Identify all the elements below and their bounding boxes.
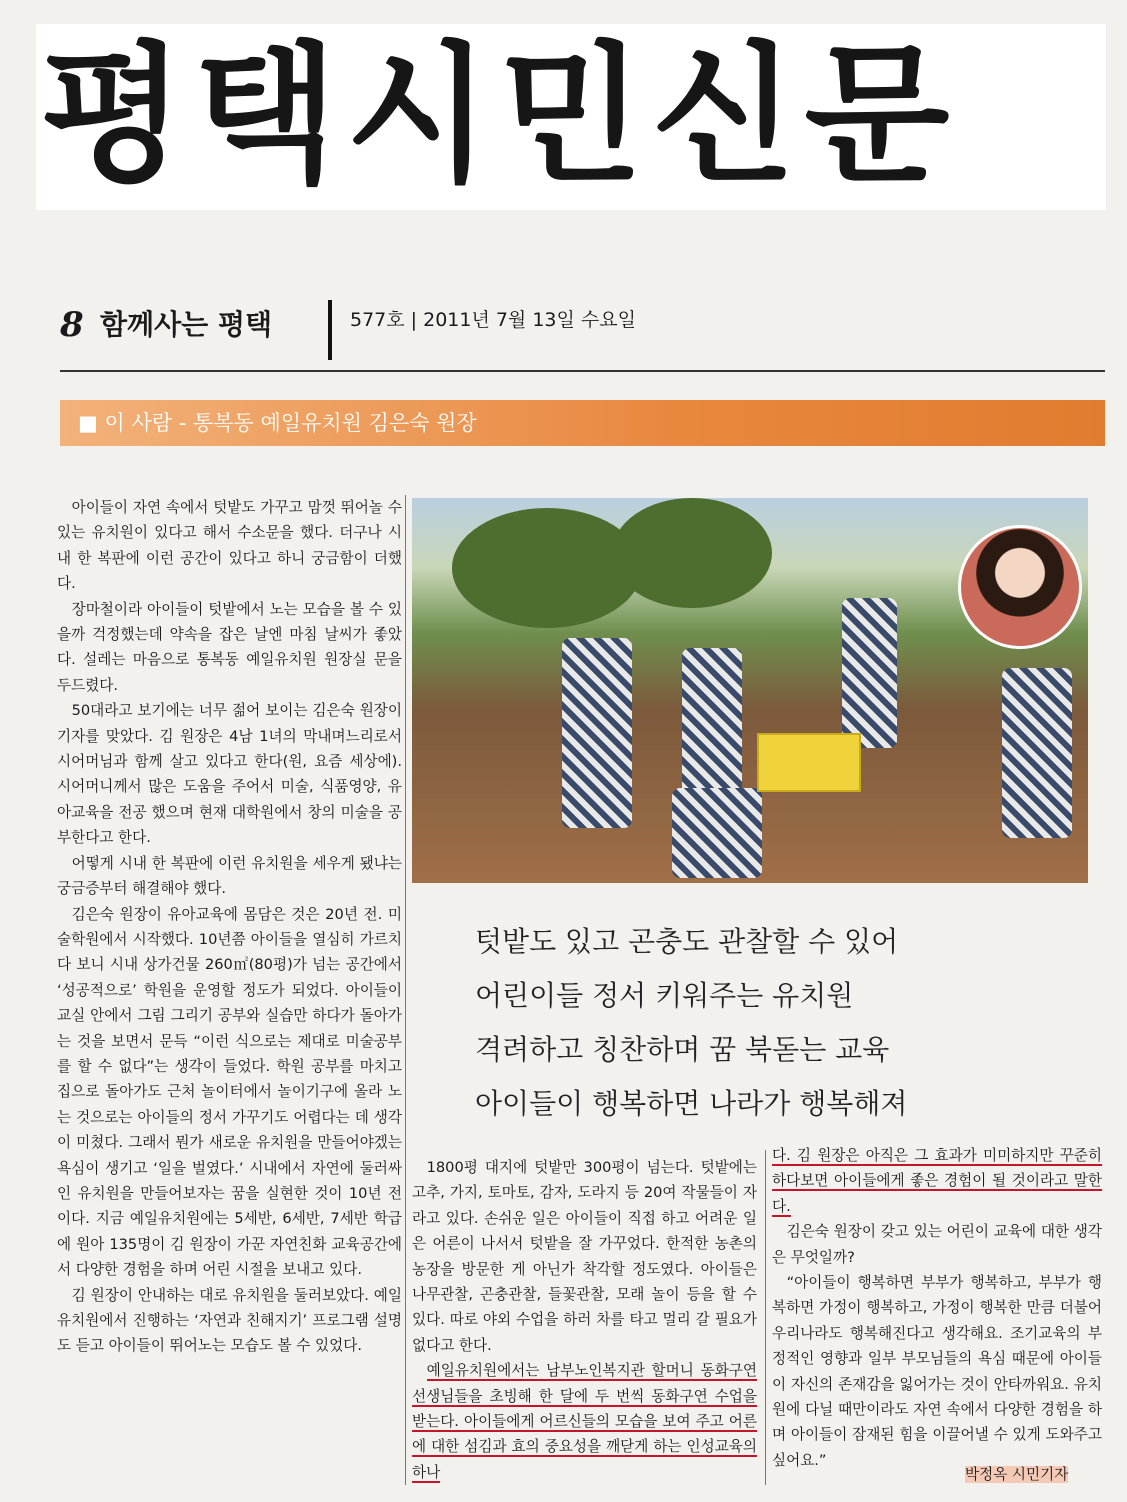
- child-figure: [562, 638, 632, 828]
- paragraph: 어떻게 시내 한 복판에 이런 유치원을 세우게 됐냐는 궁금증부터 해결해야 했다.: [57, 854, 402, 898]
- header-rule: [60, 370, 1105, 372]
- column-rule: [405, 495, 406, 1485]
- column-rule: [765, 1150, 766, 1485]
- subheadline: 격려하고 칭찬하며 꿈 북돋는 교육: [475, 1033, 890, 1066]
- highlighted-text: 다. 김 원장은 아직은 그 효과가 미미하지만 꾸준히 하다보면 아이들에게 좋은 경험이 될 것이라고 말한다.: [772, 1147, 1102, 1215]
- paragraph: 김은숙 원장이 유아교육에 몸담은 것은 20년 전. 미술학원에서 시작했다. 10년쯤 아이들을 열심히 가르치다 보니 시내 상가건물 260㎡(80평)가 넘는 공간에서 ‘성공적으로’ 학원을 운영할 정도가 되었다. 아이들이 교실 안에서 그림 그리기 공부와 실습만 하다가 돌아가는 것을 보면서 문득 “이런 식으로는 제대로 미술공부를 할 수 없다”는 생각이 들었다. 학원 공부를 마치고 집으로 돌아가도 근처 놀이터에서 놀이기구에 올라 노는 것으로는 아이들의 정서 가꾸기도 어렵다는 데 생각이 미쳤다. 그래서 뭔가 새로운 유치원을 만들어야겠는 욕심이 생기고 ‘일을 벌였다.’ 시내에서 자연에 둘러싸인 유치원을 만들어보자는 꿈을 실현한 것이 10년 전이다. 지금 예일유치원에는 5세반, 6세반, 7세반 학급에 원아 135명이 김 원장이 가꾼 자연친화 교육공간에서 다양한 경험을 하며 어린 시절을 보내고 있다.: [57, 905, 402, 1279]
- yellow-crate: [757, 733, 861, 792]
- article-banner: [60, 400, 1105, 446]
- highlighted-text: 예일유치원에서는 남부노인복지관 할머니 동화구연 선생님들을 초빙해 한 달에 두 번씩 동화구연 수업을 받는다. 아이들에게 어르신들의 모습을 보여 주고 어른에 대한 섬김과 효의 중요성을 깨닫게 하는 인성교육의 하나: [412, 1362, 757, 1481]
- header-divider: [328, 300, 332, 360]
- paragraph: [412, 1358, 757, 1485]
- child-figure: [1002, 668, 1072, 838]
- paragraph: [772, 1143, 1102, 1219]
- child-figure: [842, 598, 897, 748]
- paragraph: 장마철이라 아이들이 텃밭에서 노는 모습을 볼 수 있을까 걱정했는데 약속을 잡은 날엔 마침 날씨가 좋았다. 설레는 마음으로 통복동 예일유치원 원장실 문을 두드렸다.: [57, 600, 402, 694]
- tree-shape: [452, 508, 642, 628]
- paragraph: 아이들이 자연 속에서 텃밭도 가꾸고 맘껏 뛰어놀 수 있는 유치원이 있다고 해서 수소문을 했다. 더구나 시내 한 복판에 이런 공간이 있다고 하니 궁금함이 더했다.: [57, 499, 402, 593]
- issue-info: 577호 | 2011년 7월 13일 수요일: [350, 309, 636, 331]
- section-name: 함께사는 평택: [100, 308, 273, 341]
- tree-shape: [612, 498, 772, 608]
- newspaper-masthead: 평택시민신문: [40, 27, 958, 203]
- page-number: 8: [60, 305, 84, 345]
- paragraph: 김은숙 원장이 갖고 있는 어린이 교육에 대한 생각은 무엇일까?: [772, 1223, 1102, 1266]
- article-title: ■ 이 사람 - 통복동 예일유치원 김은숙 원장: [78, 411, 477, 435]
- subheadline: 텃밭도 있고 곤충도 관찰할 수 있어: [475, 925, 899, 958]
- child-figure: [672, 788, 762, 878]
- byline: 박정옥 시민기자: [965, 1466, 1069, 1483]
- principal-portrait: [958, 525, 1082, 649]
- article-column-left: [57, 495, 402, 1359]
- paragraph: 김 원장이 안내하는 대로 유치원을 둘러보았다. 예일유치원에서 진행하는 ‘자연과 친해지기’ 프로그램 설명도 듣고 아이들이 뛰어노는 모습도 볼 수 있었다.: [57, 1286, 402, 1355]
- article-column-middle: [412, 1155, 757, 1485]
- article-column-right: [772, 1143, 1102, 1473]
- paragraph: “아이들이 행복하면 부부가 행복하고, 부부가 행복하면 가정이 행복하고, 가정이 행복한 만큼 더불어 우리나라도 행복해진다고 생각해요. 조기교육의 부정적인 영향과 일부 부모님들의 욕심 때문에 아이들이 자신의 존재감을 잃어가는 것이 안타까워요. 유치원에 다닐 때만이라도 자연 속에서 다양한 경험을 하며 아이들이 잠재된 힘을 이끌어낼 수 있게 도와주고 싶어요.”: [772, 1274, 1102, 1469]
- article-subheadlines: [475, 915, 1075, 1131]
- paragraph: 1800평 대지에 텃밭만 300평이 넘는다. 텃밭에는 고추, 가지, 토마토, 감자, 도라지 등 20여 작물들이 자라고 있다. 손쉬운 일은 아이들이 직접 하고 어려운 일은 어른이 나서서 텃밭을 잘 가꾸었다. 한적한 농촌의 농장을 방문한 게 아닌가 착각할 정도였다. 아이들은 나무관찰, 곤충관찰, 들꽃관찰, 모래 놀이 등을 할 수 있다. 따로 야외 수업을 하러 차를 타고 멀리 갈 필요가 없다고 한다.: [412, 1159, 757, 1354]
- child-figure: [682, 648, 742, 798]
- paragraph: 50대라고 보기에는 너무 젊어 보이는 김은숙 원장이 기자를 맞았다. 김 원장은 4남 1녀의 막내며느리로서 시어머님과 함께 살고 있다고 한다(원, 요즘 세상에). 시어머니께서 많은 도움을 주어서 미술, 식품영양, 유아교육을 전공 했으며 현재 대학원에서 창의 미술을 공부한다고 한다.: [57, 702, 402, 847]
- subheadline: 아이들이 행복하면 나라가 행복해져: [475, 1087, 908, 1120]
- section-header: [60, 300, 1100, 360]
- subheadline: 어린이들 정서 키워주는 유치원: [475, 979, 854, 1012]
